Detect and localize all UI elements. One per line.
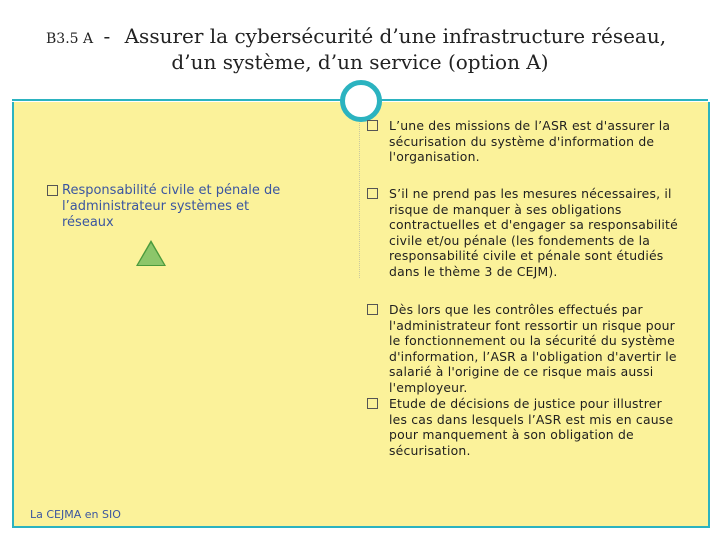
title-dash: - xyxy=(103,24,111,48)
right-item-text: S’il ne prend pas les mesures nécessaires, il risque de manquer à ses obligations contractuelles et d'engager sa responsabilité civile et/ou pénale (les fondements de la responsabilité civile et pénale sont étudiés dans le thème 3 de CEJM). xyxy=(389,186,678,279)
square-bullet-icon xyxy=(367,120,378,131)
left-panel xyxy=(12,102,361,528)
right-list-item xyxy=(389,302,684,395)
square-bullet-icon xyxy=(367,304,378,315)
title-line-1 xyxy=(46,24,666,48)
title-line-2: d’un système, d’un service (option A) xyxy=(171,50,549,74)
square-bullet-icon xyxy=(47,185,58,196)
right-list-item xyxy=(389,118,684,165)
triangle-fill xyxy=(138,243,164,265)
ring-icon xyxy=(340,80,382,122)
right-item-text: L’une des missions de l’ASR est d'assurer la sécurisation du système d'information de l'organisation. xyxy=(389,118,671,164)
right-list-item xyxy=(389,396,684,458)
right-item-text: Dès lors que les contrôles effectués par l'administrateur font ressortir un risque pour le fonctionnement ou la sécurité du système d'information, l’ASR a l'obligation d'avertir le salarié à l'origine de ce risque mais aussi l'employeur. xyxy=(389,302,677,395)
title-code: B3.5 A xyxy=(46,31,94,47)
footer-text: La CEJMA en SIO xyxy=(30,508,121,521)
center-divider xyxy=(359,118,361,278)
left-item-text: Responsabilité civile et pénale de l’administrateur systèmes et réseaux xyxy=(62,183,281,230)
square-bullet-icon xyxy=(367,398,378,409)
right-list-item xyxy=(389,186,684,279)
right-item-text: Etude de décisions de justice pour illustrer les cas dans lesquels l’ASR est mis en cause pour manquement à son obligation de sécurisation. xyxy=(389,396,674,458)
square-bullet-icon xyxy=(367,188,378,199)
title-text-1: Assurer la cybersécurité d’une infrastructure réseau, xyxy=(124,24,667,48)
left-list-item xyxy=(62,183,302,231)
